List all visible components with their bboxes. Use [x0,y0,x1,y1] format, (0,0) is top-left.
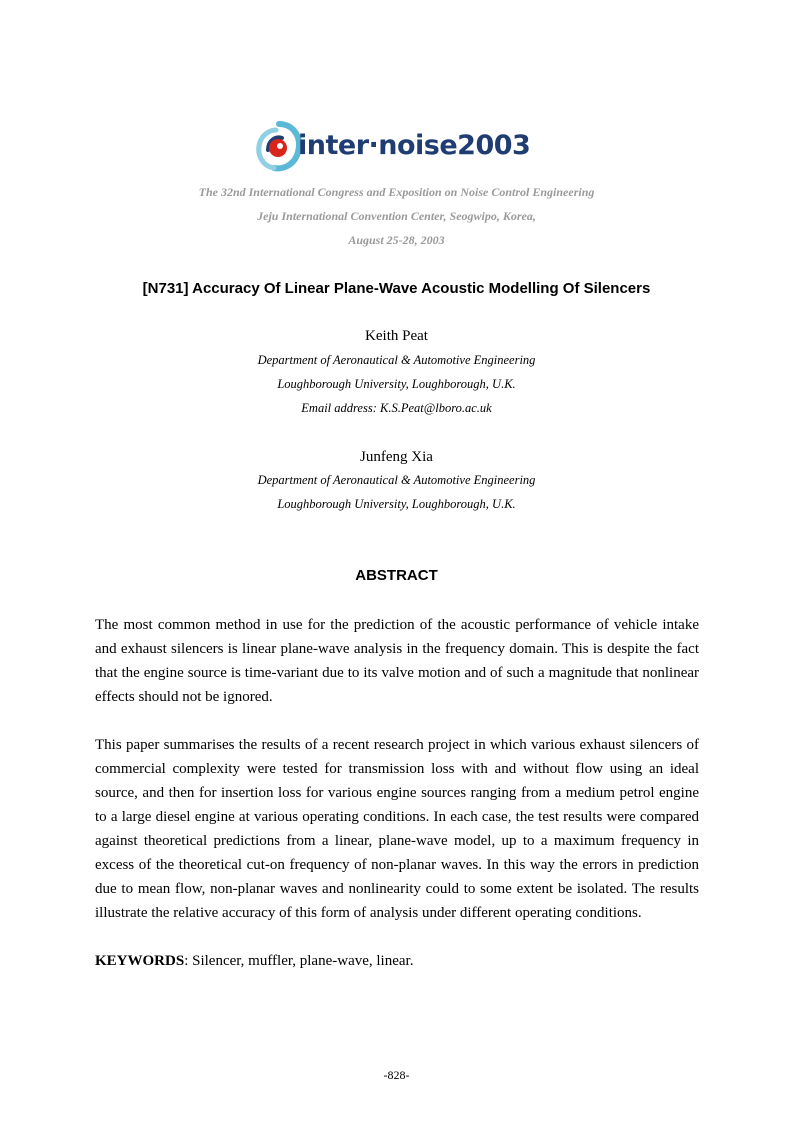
swirl-logo-icon [254,120,304,176]
conference-venue: Jeju International Convention Center, Seogwipo, Korea, [257,209,536,223]
author-university: Loughborough University, Loughborough, U.K. [277,497,516,511]
keywords-line [95,949,699,973]
paper-title: [N731] Accuracy Of Linear Plane-Wave Acoustic Modelling Of Silencers [142,280,651,297]
author-department: Department of Aeronautical & Automotive Engineering [257,353,536,367]
author-department: Department of Aeronautical & Automotive Engineering [257,473,536,487]
conference-name: The 32nd International Congress and Exposition on Noise Control Engineering [198,185,595,199]
keywords-label: KEYWORDS [95,953,185,969]
author-name: Keith Peat [365,328,428,344]
conference-logo [254,120,544,176]
author-email: Email address: K.S.Peat@lboro.ac.uk [301,401,492,415]
conference-dates: August 25-28, 2003 [348,233,445,247]
abstract-paragraph: The most common method in use for the prediction of the acoustic performance of vehicle intake and exhaust silencers is linear plane-wave analysis in the frequency domain. This is despite the fact that the engine source is time-variant due to its valve motion and of such a magnitude that nonlinear effects should not be ignored. [95,617,699,705]
author-name: Junfeng Xia [360,449,433,465]
keywords-text: : Silencer, muffler, plane-wave, linear. [184,953,414,969]
logo-text: inter·noise2003 [298,130,531,161]
abstract-paragraph: This paper summarises the results of a recent research project in which various exhaust silencers of commercial complexity were tested for transmission loss with and without flow using an ideal source, and then for insertion loss for various engine sources ranging from a medium petrol engine to a large diesel engine at various operating conditions. In each case, the test results were compared against theoretical predictions from a linear, plane-wave model, up to a maximum frequency in excess of the theoretical cut-on frequency of non-planar waves. In this way the errors in prediction due to mean flow, non-planar waves and nonlinearity could to some extent be isolated. The results illustrate the relative accuracy of this form of analysis under different operating conditions. [95,737,699,921]
page-number: -828- [383,1068,410,1082]
abstract-heading: ABSTRACT [355,567,438,584]
author-university: Loughborough University, Loughborough, U.K. [277,377,516,391]
